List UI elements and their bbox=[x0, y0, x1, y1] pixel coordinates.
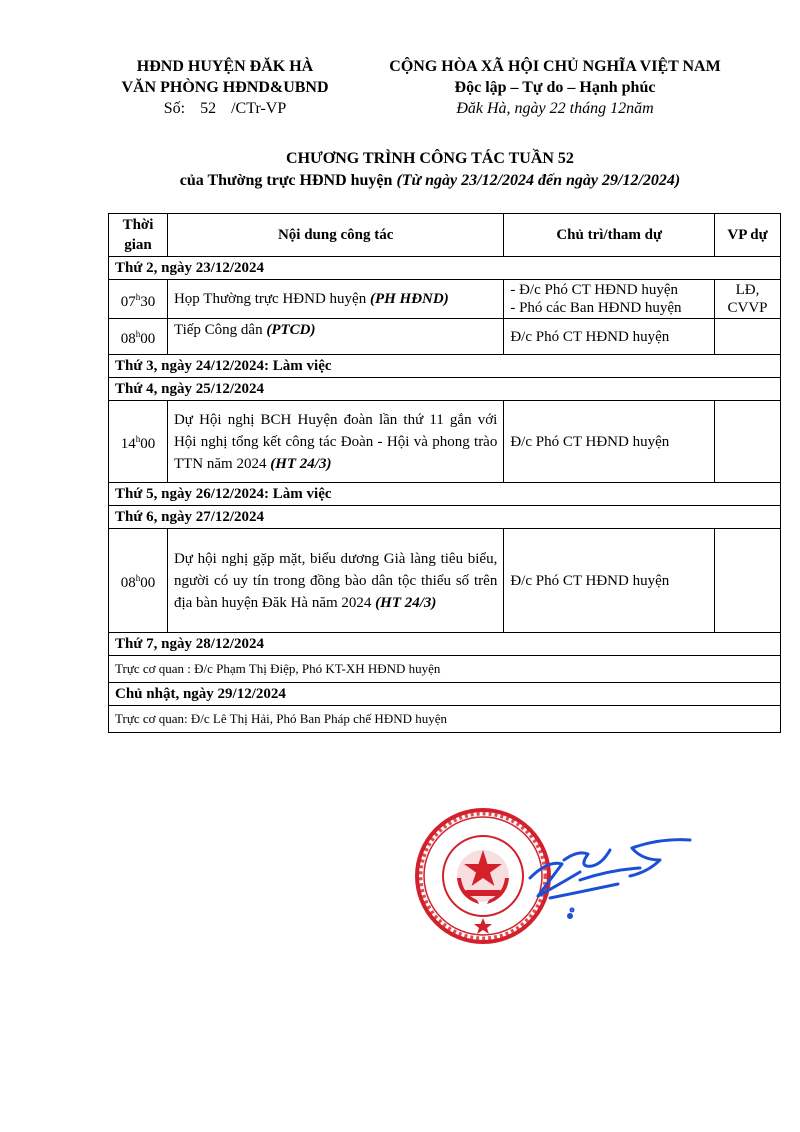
day-label: Thứ 4, ngày 25/12/2024 bbox=[109, 378, 781, 401]
vp-cell bbox=[715, 401, 781, 483]
issuer-line1: HĐND HUYỆN ĐĂK HÀ bbox=[136, 58, 314, 75]
content-cell: Họp Thường trực HĐND huyện (PH HĐND) bbox=[167, 280, 503, 319]
ref-number: 52 bbox=[200, 100, 217, 117]
title-subtitle-dates: (Từ ngày 23/12/2024 đến ngày 29/12/2024) bbox=[396, 172, 681, 189]
vp-cell: LĐ, CVVP bbox=[715, 280, 781, 319]
table-row bbox=[109, 280, 781, 319]
content-cell: Tiếp Công dân (PTCD) bbox=[167, 319, 503, 355]
document-reference bbox=[100, 98, 350, 119]
time-cell: 14$^h$00 bbox=[109, 401, 168, 483]
issuer-block bbox=[100, 56, 350, 119]
time-cell: 08$^h$00 bbox=[109, 319, 168, 355]
day-label: Thứ 5, ngày 26/12/2024: Làm việc bbox=[109, 483, 781, 506]
title-subtitle bbox=[0, 170, 800, 192]
time-cell: 07$^h$30 bbox=[109, 280, 168, 319]
ref-prefix: Số: bbox=[163, 100, 186, 117]
host-cell: - Đ/c Phó CT HĐND huyện - Phó các Ban HĐND huyện bbox=[504, 280, 715, 319]
national-header bbox=[370, 56, 740, 119]
table-row bbox=[109, 401, 781, 483]
table-row bbox=[109, 656, 781, 683]
day-row-wednesday bbox=[109, 378, 781, 401]
time-cell: 08$^h$00 bbox=[109, 529, 168, 633]
table-row bbox=[109, 319, 781, 355]
title-main: CHƯƠNG TRÌNH CÔNG TÁC TUẦN 52 bbox=[286, 150, 574, 167]
duty-cell: Trực cơ quan: Đ/c Lê Thị Hải, Phó Ban Pháp chế HĐND huyện bbox=[109, 706, 781, 733]
document-title bbox=[0, 148, 800, 192]
issuer-line2: VĂN PHÒNG HĐND&UBND bbox=[121, 79, 329, 96]
day-row-sunday bbox=[109, 683, 781, 706]
host-cell: Đ/c Phó CT HĐND huyện bbox=[504, 319, 715, 355]
day-row-tuesday bbox=[109, 355, 781, 378]
table-row bbox=[109, 706, 781, 733]
content-cell: Dự hội nghị gặp mặt, biểu dương Già làng tiêu biểu, người có uy tín trong đồng bào dân tộc thiểu số trên địa bàn huyện Đăk Hà năm 2024 (HT 24/3) bbox=[167, 529, 503, 633]
schedule-table bbox=[108, 213, 781, 733]
content-cell: Dự Hội nghị BCH Huyện đoàn lần thứ 11 gắn với Hội nghị tổng kết công tác Đoàn - Hội và phong trào TTN năm 2024 (HT 24/3) bbox=[167, 401, 503, 483]
day-label: Thứ 3, ngày 24/12/2024: Làm việc bbox=[109, 355, 781, 378]
vp-cell bbox=[715, 319, 781, 355]
day-label: Thứ 6, ngày 27/12/2024 bbox=[109, 506, 781, 529]
vp-cell bbox=[715, 529, 781, 633]
day-label: Thứ 2, ngày 23/12/2024 bbox=[109, 257, 781, 280]
handwritten-signature-icon bbox=[520, 820, 700, 930]
ref-suffix: /CTr-VP bbox=[231, 100, 287, 117]
header-content: Nội dung công tác bbox=[167, 214, 503, 257]
host-cell: Đ/c Phó CT HĐND huyện bbox=[504, 401, 715, 483]
day-label: Thứ 7, ngày 28/12/2024 bbox=[109, 633, 781, 656]
title-subtitle-bold: của Thường trực HĐND huyện bbox=[179, 172, 393, 189]
day-row-monday bbox=[109, 257, 781, 280]
day-row-thursday bbox=[109, 483, 781, 506]
day-row-friday bbox=[109, 506, 781, 529]
table-header-row bbox=[109, 214, 781, 257]
header-host: Chủ trì/tham dự bbox=[504, 214, 715, 257]
place-date: Đăk Hà, ngày 22 tháng 12năm bbox=[456, 100, 654, 117]
host-cell: Đ/c Phó CT HĐND huyện bbox=[504, 529, 715, 633]
motto: Độc lập – Tự do – Hạnh phúc bbox=[454, 79, 656, 96]
header-time: Thời gian bbox=[109, 214, 168, 257]
country-name: CỘNG HÒA XÃ HỘI CHỦ NGHĨA VIỆT NAM bbox=[389, 58, 721, 75]
duty-cell: Trực cơ quan : Đ/c Phạm Thị Điệp, Phó KT-XH HĐND huyện bbox=[109, 656, 781, 683]
day-label: Chủ nhật, ngày 29/12/2024 bbox=[109, 683, 781, 706]
header-vp: VP dự bbox=[715, 214, 781, 257]
table-row bbox=[109, 529, 781, 633]
day-row-saturday bbox=[109, 633, 781, 656]
